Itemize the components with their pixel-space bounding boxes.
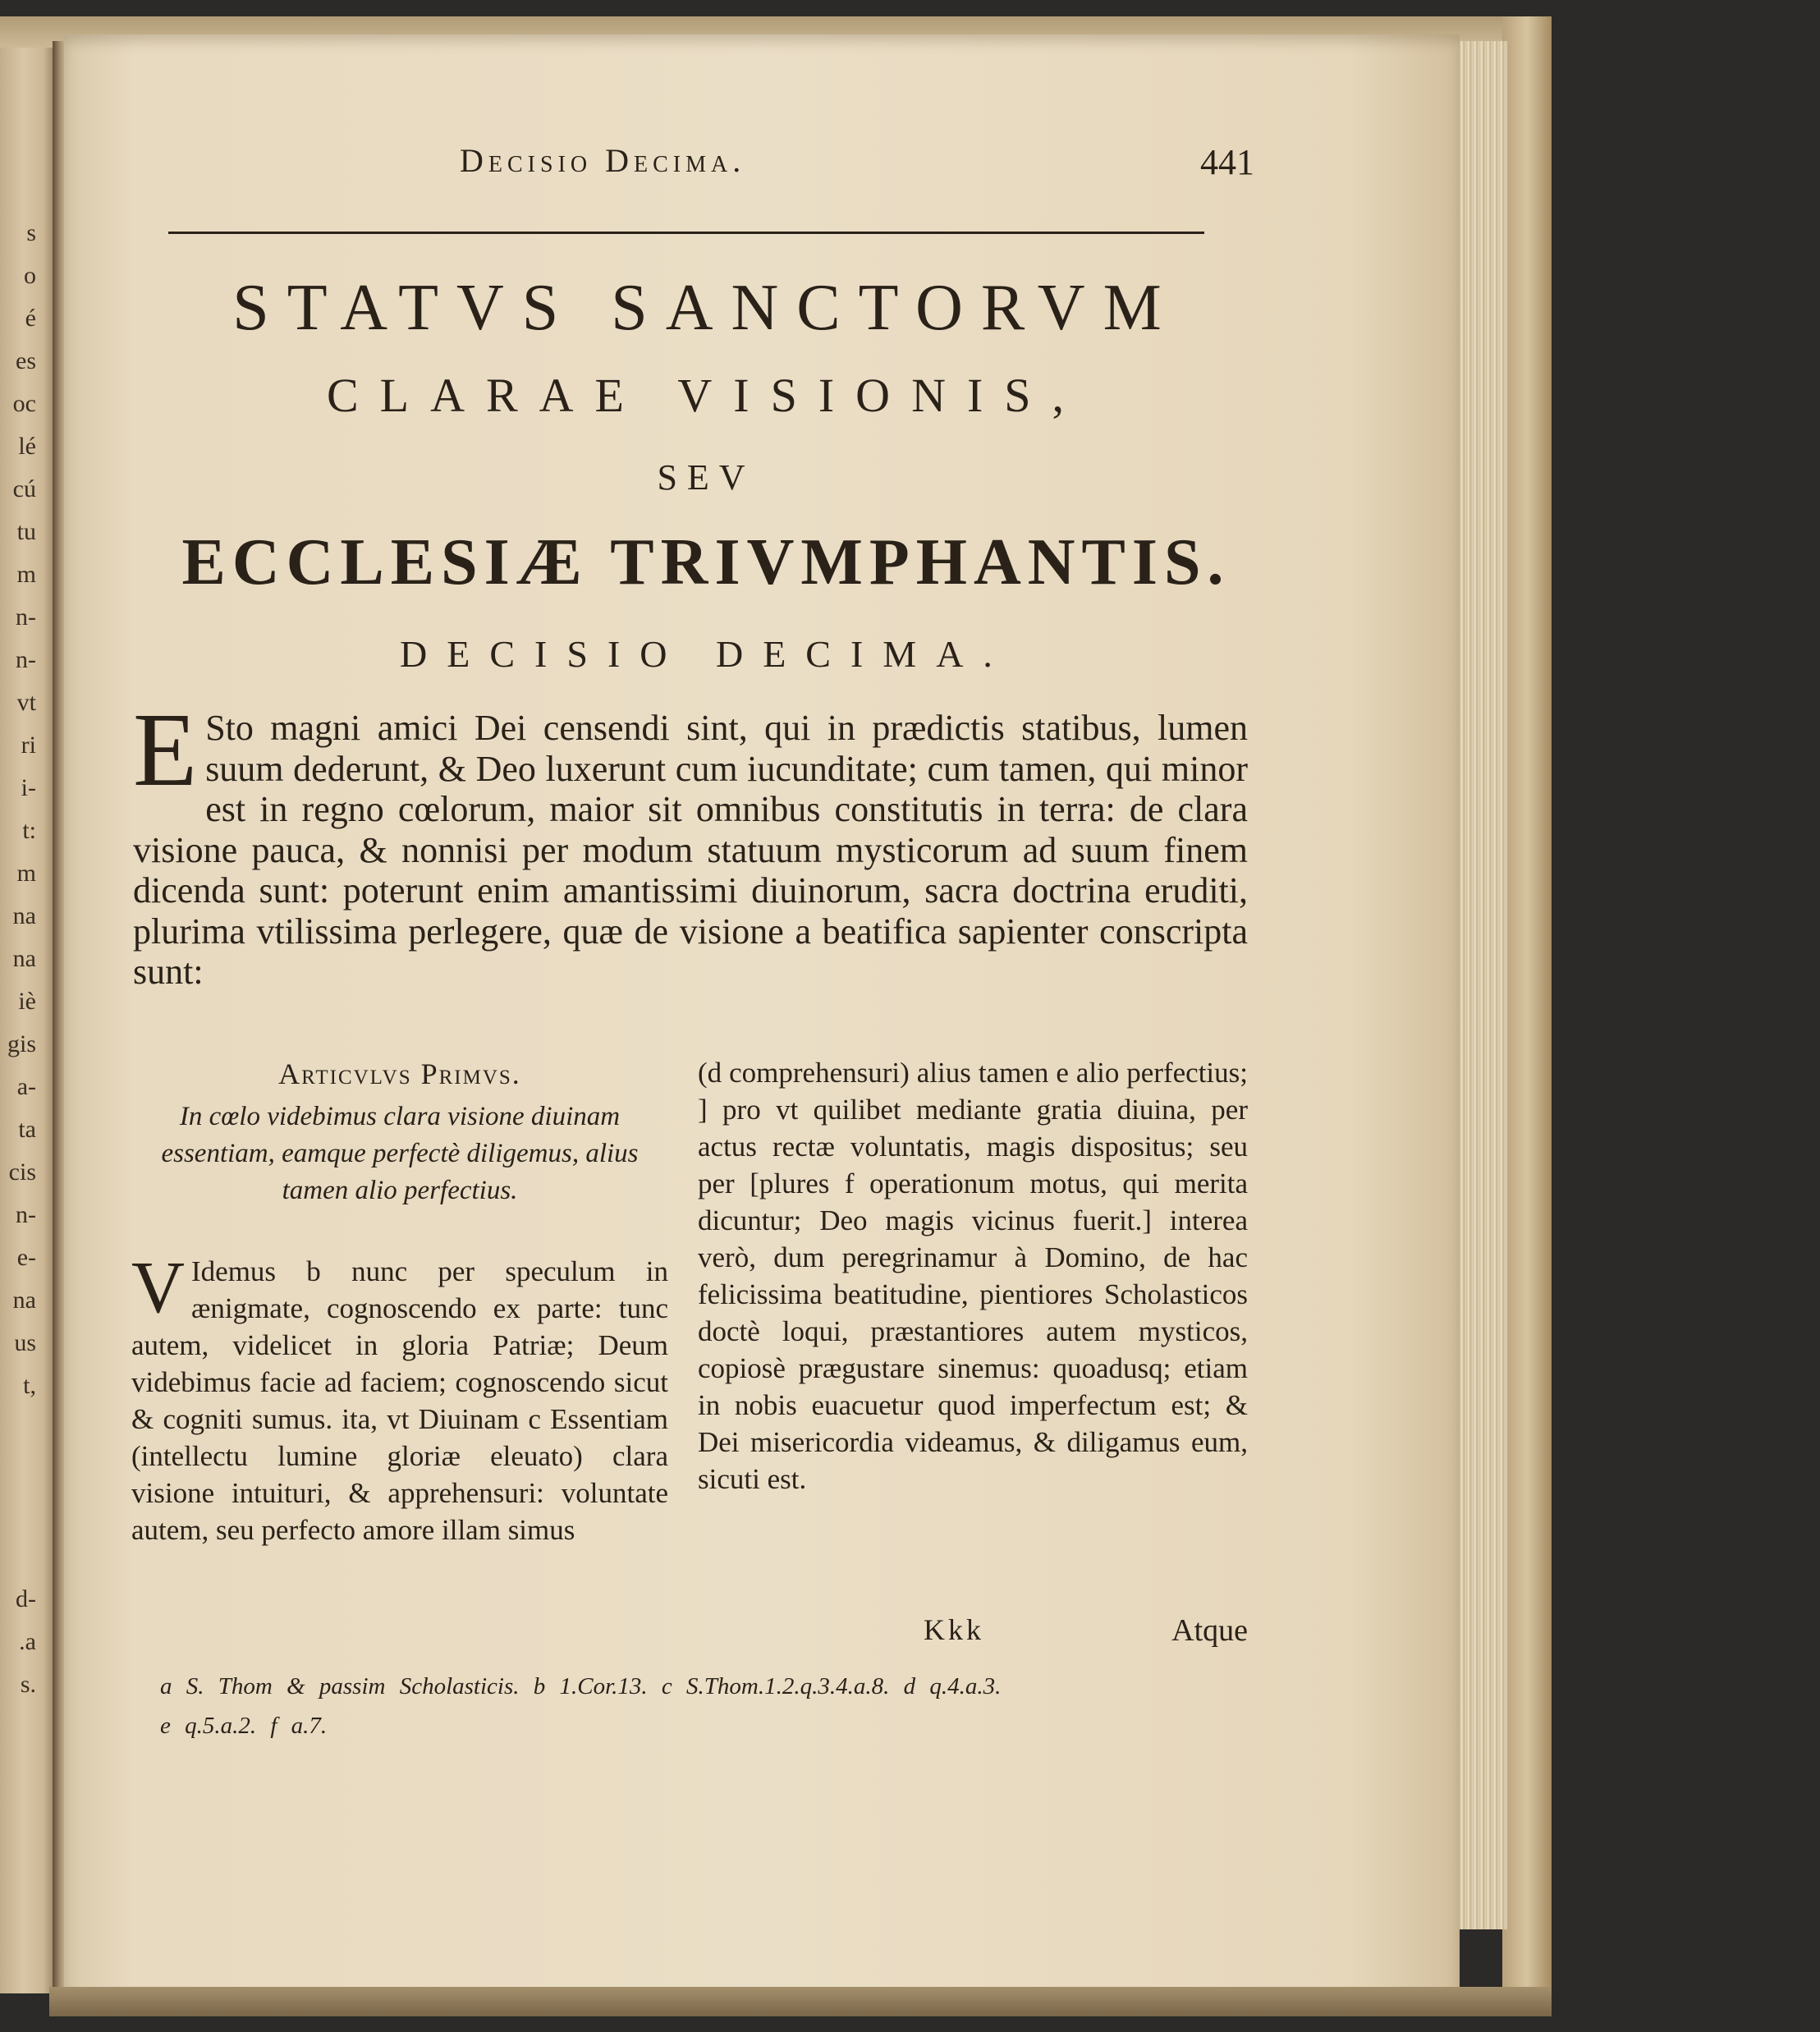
left-page-fragment: é [25, 305, 36, 332]
article-right-text: (d comprehensuri) alius tamen e alio perfectius; ] pro vt quilibet mediante gratia diuina, per actus rectæ voluntatis, magis dispositus; seu per [plures f operationum motus, qui merita dicuntur; Deo magis vicinus fuerit.] interea verò, dum peregrinamur à Domino, de hac felicissima beatitudine, pientiores Scholasticos doctè loqui, præstantiores autem mysticos, copiosè prægustare sinemus: quoadusq; etiam in nobis euacuetur quod imperfectum est; & Dei misericordia videamus, & diligamus eum, sicuti est. [698, 1057, 1248, 1495]
footnote-line-1: a S. Thom & passim Scholasticis. b 1.Cor.13. c S.Thom.1.2.q.3.4.a.8. d q.4.a.3. [160, 1673, 1002, 1699]
catchword: Atque [1171, 1613, 1248, 1648]
left-page-fragment: na [12, 1287, 36, 1314]
left-page-fragment: m [16, 561, 36, 588]
left-page-fragment: us [14, 1329, 36, 1356]
book-cover-board [1502, 16, 1552, 2003]
left-page-fragment [0, 1535, 39, 1578]
article-summary: In cœlo videbimus clara visione diuinam essentiam, eamque perfectè diligemus, alius tamen alio perfectius. [161, 1102, 639, 1205]
title-line-3: SEV [657, 457, 755, 498]
left-page-edge [0, 48, 57, 1993]
article-left-text-block [131, 1247, 668, 1637]
title-line-4: ECCLESIÆ TRIVMPHANTIS. [181, 526, 1231, 599]
left-page-fragment: s. [20, 1671, 36, 1698]
left-page-fragment: n- [16, 1201, 36, 1228]
left-page-fragment: cú [12, 475, 36, 502]
left-page-fragment: vt [16, 689, 36, 716]
left-page-fragment [0, 1407, 39, 1450]
left-page-fragment: tu [16, 518, 36, 545]
header-rule [168, 232, 1204, 234]
page-number: 441 [1200, 142, 1254, 182]
left-page-fragment: ri [21, 732, 36, 759]
left-page-fragment: d- [16, 1585, 36, 1612]
left-page-fragment: t, [23, 1372, 36, 1399]
article-left-column [131, 1054, 668, 1612]
signature-mark: Kkk [924, 1613, 984, 1646]
footnote-line-2: e q.5.a.2. f a.7. [160, 1713, 328, 1739]
left-page-fragment: lé [18, 433, 36, 460]
article-right-column [698, 1054, 1248, 1612]
left-page-fragment: na [12, 902, 36, 929]
left-page-fragment: n- [16, 603, 36, 631]
left-page-fragment: i- [21, 774, 36, 801]
left-page-fragment: iè [18, 988, 36, 1015]
left-page-fragment: a- [16, 1073, 36, 1100]
left-page-fragment: cis [8, 1158, 36, 1186]
left-page-fragment: na [12, 945, 36, 972]
running-head: Decisio Decima. [460, 142, 746, 179]
left-page-fragment: o [24, 262, 36, 289]
left-page-fragment: e- [16, 1244, 36, 1271]
left-page-fragment: es [16, 347, 36, 374]
intro-text: Sto magni amici Dei censendi sint, qui in prædictis statibus, lumen suum dederunt, & Deo luxerunt cum iucunditate; cum tamen, qui minor est in regno cœlorum, maior sit omnibus constitutis in terra: de clara visione pauca, & nonnisi per modum statuum mysticorum ad suum finem dicenda sunt: poterunt enim amantissimi diuinorum, sacra doctrina eruditi, plurima vtilissima perlegere, quæ de visione a beatifica sapienter conscripta sunt: [133, 708, 1248, 992]
left-page-fragment: gis [7, 1030, 36, 1057]
left-page-fragment: oc [12, 390, 36, 417]
article-heading: Articvlvs Primvs. [278, 1057, 521, 1090]
intro-paragraph [133, 691, 1248, 1036]
left-page-fragment [0, 1493, 39, 1535]
title-line-2: CLARAE VISIONIS, [326, 369, 1086, 422]
left-page-text-fragments [0, 212, 39, 1772]
left-page-fragment: t: [22, 817, 36, 844]
article-left-text: Idemus b nunc per speculum in ænigmate, cognoscendo ex parte: tunc autem, videlicet in gloria Patriæ; Deum videbimus facie ad faciem; cognoscendo sicut & cogniti sumus. ita, vt Diuinam c Essentiam (intellectu lumine gloriæ eleuato) clara visione intuituri, & apprehensuri: voluntate autem, seu perfecto amore illam simus [131, 1255, 668, 1546]
left-page-fragment [0, 1450, 39, 1493]
intro-dropcap: E [133, 691, 198, 808]
book-cover-bottom [49, 1987, 1552, 2016]
title-line-5: DECISIO DECIMA. [400, 633, 1012, 675]
left-page-fragment: m [16, 860, 36, 887]
title-line-1: STATVS SANCTORVM [232, 272, 1180, 344]
left-page-fragment: n- [16, 646, 36, 673]
left-page-fragment: .a [19, 1628, 36, 1655]
left-page-fragment: s [26, 219, 36, 246]
page-edges [1453, 41, 1507, 1929]
article-dropcap: V [131, 1247, 185, 1328]
left-page-fragment: ta [18, 1116, 36, 1143]
